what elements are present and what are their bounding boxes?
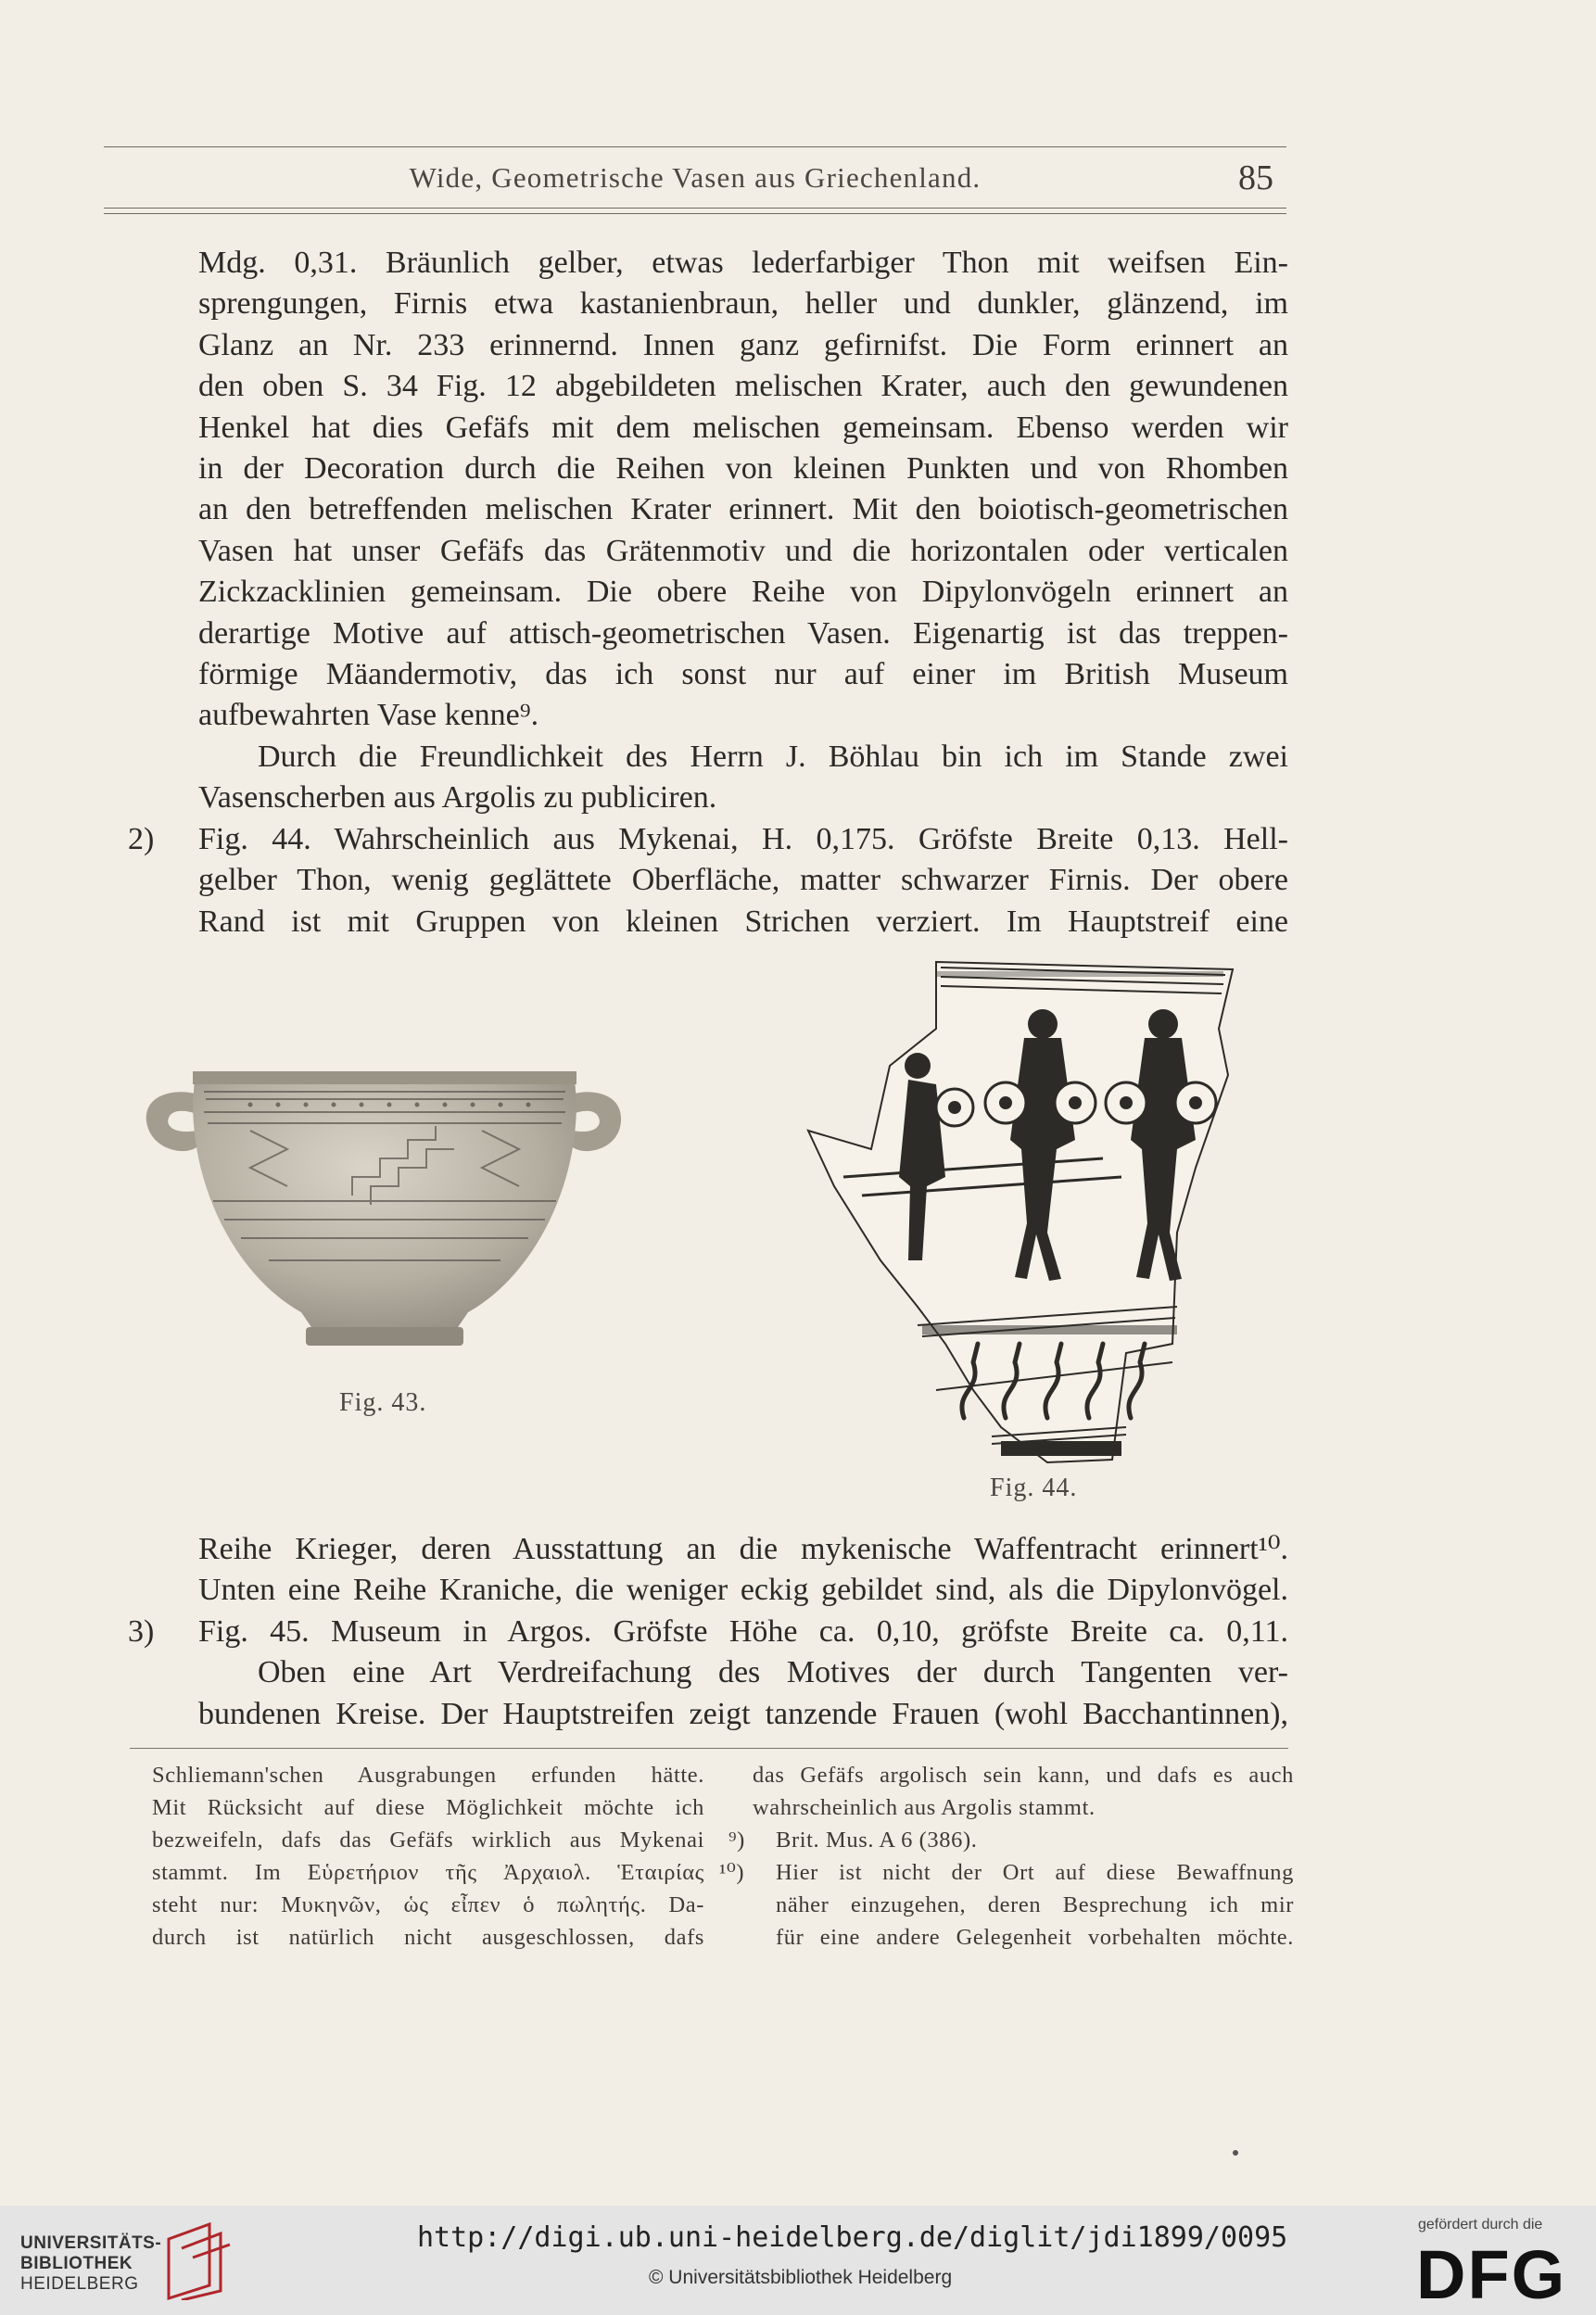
footnote-10-mark: ¹⁰) [719, 1860, 745, 1885]
figure-44-caption: Fig. 44. [990, 1474, 1078, 1502]
paragraph-1: Mdg. 0,31. Bräunlich gelber, etwas lederfarbiger Thon mit weifsen Ein- sprengungen, Firnis etwa kastanienbraun, heller und dunkler, glänzend, im Glanz an Nr. 233 erinnernd. Innen ganz gefirnifst. Die Form erinnert an den oben S. 34 Fig. 12 abgebildeten melischen Krater, auch den gewundenen Henkel hat dies Gefäfs mit dem melischen gemeinsam. Ebenso werden wir in der Decoration durch die Reihen von kleinen Punkten und von Rhomben an den betreffenden melischen Krater erinnert. Mit den boiotisch-geometrischen Vasen hat unser Gefäfs das Grätenmotiv und die horizontalen oder verticalen Zickzacklinien gemeinsam. Die obere Reihe von Dipylonvögeln erinnert an derartige Motive auf attisch-geometrischen Vasen. Eigenartig ist das treppen- förmige Mäandermotiv, das ich sonst nur auf einer im British Museum aufbewahrten Vase kenne⁹. [198, 246, 1288, 733]
item-number-2: 2) [128, 821, 155, 856]
footnote-9: ⁹) Brit. Mus. A 6 (386). [753, 1824, 1294, 1856]
header-top-rule [104, 146, 1286, 147]
footnote-10: ¹⁰) Hier ist nicht der Ort auf diese Bewaffnung näher einzugehen, deren Besprechung ich mir für eine andere Gelegenheit vorbehalten möchte. [753, 1856, 1294, 1954]
footnote-separator [130, 1748, 1288, 1749]
paragraph-4: Reihe Krieger, deren Ausstattung an die mykenische Waffentracht erinnert¹⁰. Unten eine Reihe Kraniche, die weniger eckig gebildet sind, als die Dipylonvögel. [198, 1532, 1288, 1608]
header-bottom-rule-2 [104, 213, 1286, 214]
figure-43-krater-image [139, 1038, 630, 1390]
funding-note: gefördert durch die [1418, 2217, 1543, 2233]
page-speck [1233, 2150, 1238, 2156]
dfg-logo[interactable]: DFG [1416, 2236, 1567, 2313]
header-bottom-rule [104, 208, 1286, 209]
footnote-continuation: das Gefäfs argolisch sein kann, und dafs es auch [753, 1763, 1294, 1788]
item-number-3: 3) [128, 1613, 155, 1649]
heidelberg-library-logo[interactable]: UNIVERSITÄTS- BIBLIOTHEK HEIDELBERG [20, 2213, 234, 2306]
footnote-9-mark: ⁹) [728, 1828, 745, 1853]
running-title: Wide, Geometrische Vasen aus Griechenland. [409, 161, 982, 194]
figure-44-sherd-drawing [806, 955, 1242, 1474]
permalink-url[interactable]: http://digi.ub.uni-heidelberg.de/diglit/jdi1899/0095 [417, 2221, 1288, 2254]
footnotes-left-column: Schliemann'schen Ausgrabungen erfunden hätte. Mit Rücksicht auf diese Möglichkeit möchte ich bezweifeln, dafs das Gefäfs wirklich aus Mykenai stammt. Im Εὑρετήριον τῆς Ἀρχαιολ. Ἑταιρίας steht nur: Μυκηνῶν, ὡς εἶπεν ὁ πωλητής. Da- durch ist natürlich nicht ausgeschlossen, dafs [152, 1763, 704, 1950]
main-text-lower [128, 1529, 1288, 1735]
paragraph-3: 2) Fig. 44. Wahrscheinlich aus Mykenai, H. 0,175. Gröfste Breite 0,13. Hell- gelber Thon, wenig geglättete Oberfläche, matter schwarzer Firnis. Der obere Rand ist mit Gruppen von kleinen Strichen verziert. Im Hauptstreif eine [198, 819, 1288, 942]
footnotes-right-column: das Gefäfs argolisch sein kann, und dafs es auch wahrscheinlich aus Argolis stammt. ⁹) Brit. Mus. A 6 (386). ¹⁰) Hier ist nicht der Ort auf diese Bewaffnung näher einzugehen, deren Besprechung ich mir für eine andere Gelegenheit vorbehalten möchte. [753, 1759, 1294, 1954]
paragraph-2: Durch die Freundlichkeit des Herrn J. Böhlau bin ich im Stande zwei Vasenscherben aus Argolis zu publiciren. [198, 739, 1288, 816]
copyright-notice: © Universitätsbibliothek Heidelberg [649, 2267, 953, 2288]
page-number: 85 [1238, 158, 1273, 197]
figure-43-caption: Fig. 43. [339, 1388, 427, 1417]
paragraph-5: 3) Fig. 45. Museum in Argos. Gröfste Höhe ca. 0,10, gröfste Breite ca. 0,11. Oben eine Art Verdreifachung des Motives der durch Tangenten ver- bundenen Kreise. Der Hauptstreifen zeigt tanzende Frauen (wohl Bacchantinnen), [198, 1612, 1288, 1735]
main-text-upper [128, 243, 1288, 942]
library-emblem-icon [159, 2220, 234, 2300]
running-header [104, 154, 1286, 209]
